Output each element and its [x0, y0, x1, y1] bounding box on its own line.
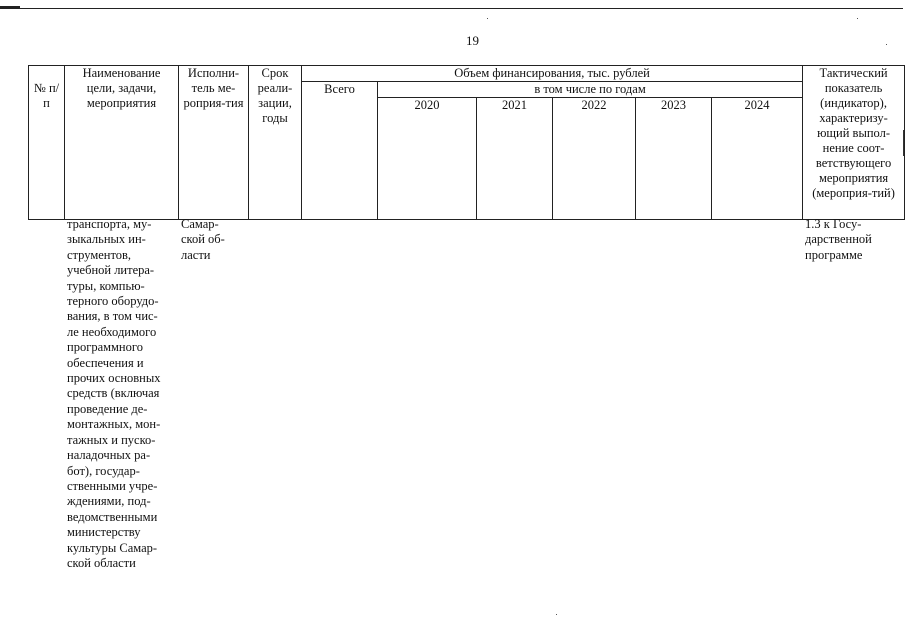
name-line: ской области [67, 555, 136, 570]
name-line: ственными учре- [67, 478, 158, 493]
name-line: вания, в том чис- [67, 309, 158, 324]
name-line: наладочных ра- [67, 448, 151, 463]
scan-speck [487, 18, 488, 19]
cell-total [301, 217, 377, 571]
table-row [28, 217, 904, 571]
header-funding-group: Объем финансирования, тыс. рублей [302, 66, 803, 82]
indicator-line: 1.3 к Госу- [805, 217, 862, 231]
name-line: средств (включая [67, 386, 160, 401]
scan-speck [886, 44, 887, 45]
name-line: ждениями, под- [67, 494, 151, 509]
page-top-mark [0, 6, 20, 8]
scan-speck [556, 614, 557, 615]
name-line: транспорта, му- [67, 217, 152, 231]
indicator-line: программе [805, 247, 863, 262]
header-year: 2024 [712, 98, 803, 220]
header-year: 2021 [477, 98, 553, 220]
name-line: тажных и пуско- [67, 432, 156, 447]
page-top-rule [0, 8, 903, 9]
financing-table-body [28, 217, 904, 571]
cell-term [248, 217, 301, 571]
name-line: прочих основных [67, 371, 161, 386]
financing-table-header [28, 65, 905, 220]
name-line: учебной литера- [67, 263, 155, 278]
cell-2022 [552, 217, 635, 571]
name-line: монтажных, мон- [67, 417, 161, 432]
name-line: зыкальных ин- [67, 232, 146, 247]
cell-executor [178, 217, 248, 571]
executor-line: ласти [181, 247, 211, 262]
name-line: туры, компью- [67, 278, 145, 293]
name-line: струментов, [67, 247, 132, 262]
header-executor: Исполни-тель ме-роприя-тия [179, 66, 249, 220]
name-line: бот), государ- [67, 463, 140, 478]
header-by-years: в том числе по годам [378, 82, 803, 98]
header-year: 2020 [378, 98, 477, 220]
name-line: обеспечения и [67, 355, 144, 370]
cell-2020 [377, 217, 476, 571]
scan-speck [857, 18, 858, 19]
header-year: 2022 [553, 98, 636, 220]
name-line: министерству [67, 525, 141, 540]
cell-2021 [476, 217, 552, 571]
executor-line: ской об- [181, 232, 225, 247]
name-line: ведомственными [67, 509, 158, 524]
header-total: Всего [302, 82, 378, 220]
header-term: Срок реали-зации, годы [249, 66, 302, 220]
header-name: Наименование цели, задачи, мероприятия [65, 66, 179, 220]
name-line: проведение де- [67, 401, 148, 416]
cell-num [28, 217, 64, 571]
executor-line: Самар- [181, 217, 219, 231]
name-line: программного [67, 340, 143, 355]
page-number: 19 [466, 33, 479, 48]
header-indicator: Тактический показатель (индикатор), характеризу-ющий выпол-нение соот-ветствующего мероприятия (мероприя-тий) [803, 66, 905, 220]
cell-2024 [711, 217, 802, 571]
header-year: 2023 [636, 98, 712, 220]
name-line: терного оборудо- [67, 294, 159, 309]
cell-2023 [635, 217, 711, 571]
name-line: ле необходимого [67, 324, 157, 339]
header-num: № п/п [29, 66, 65, 220]
cell-indicator [802, 217, 904, 571]
name-line: культуры Самар- [67, 540, 158, 555]
indicator-line: дарственной [805, 232, 872, 247]
cell-name [64, 217, 178, 571]
